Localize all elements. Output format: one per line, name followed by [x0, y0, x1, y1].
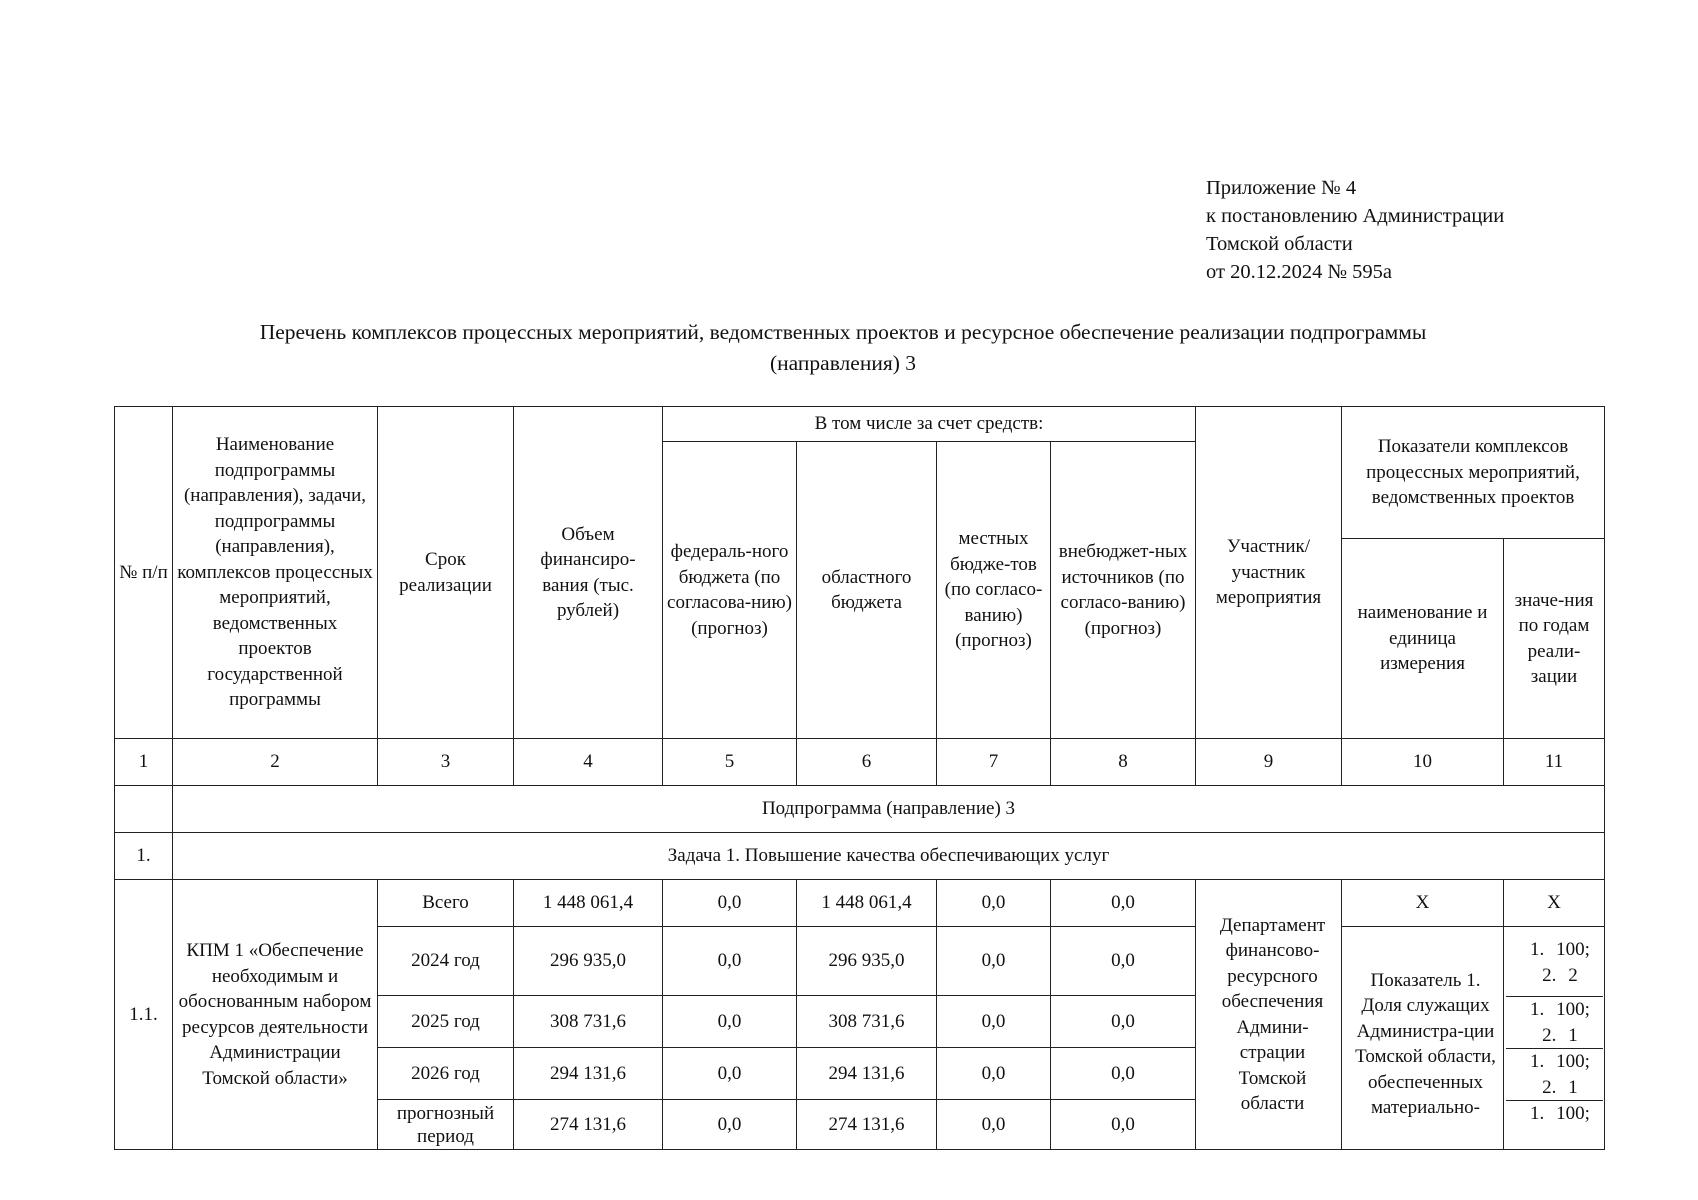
annex-line: Томской области	[1206, 233, 1353, 255]
header-ind-name: наименование и единица измерения	[1342, 539, 1504, 739]
kpm-federal: 0,0	[663, 1100, 797, 1150]
kpm-extra: 0,0	[1051, 1100, 1196, 1150]
value-line: 2. 1	[1542, 1076, 1578, 1098]
title-line: (направления) 3	[769, 351, 917, 375]
header-volume: Объем финансиро-вания (тыс. рублей)	[514, 407, 663, 739]
kpm-local: 0,0	[937, 880, 1051, 927]
header-term: Срок реализации	[378, 407, 514, 739]
kpm-local: 0,0	[937, 1048, 1051, 1100]
kpm-participant: Департамент финансово-ресурсного обеспечения Админи-страции Томской области	[1196, 880, 1342, 1150]
header-num: № п/п	[115, 407, 173, 739]
subprogram-label: Подпрограмма (направление) 3	[173, 786, 1605, 833]
kpm-extra: 0,0	[1051, 996, 1196, 1048]
col-number: 7	[937, 739, 1051, 786]
values-group-2026	[1508, 1049, 1600, 1100]
kpm-volume: 1 448 061,4	[514, 880, 663, 927]
kpm-local: 0,0	[937, 927, 1051, 996]
col-number: 6	[797, 739, 937, 786]
header-including: В том числе за счет средств:	[663, 407, 1196, 442]
subprogram-num	[115, 786, 173, 833]
value-line: 1. 100;	[1529, 939, 1590, 960]
annex-line: Приложение № 4	[1206, 177, 1357, 199]
kpm-regional: 274 131,6	[797, 1100, 937, 1150]
kpm-indicator-values	[1504, 927, 1605, 1150]
col-number: 3	[378, 739, 514, 786]
kpm-extra: 0,0	[1051, 1048, 1196, 1100]
value-line: 1. 100;	[1529, 999, 1590, 1020]
header-name: Наименование подпрограммы (направления), задачи, подпрограммы (направления), комплексов процессных мероприятий, ведомственных проектов государственной программы	[173, 407, 378, 739]
kpm-regional: 308 731,6	[797, 996, 937, 1048]
kpm-volume: 294 131,6	[514, 1048, 663, 1100]
kpm-regional: 296 935,0	[797, 927, 937, 996]
kpm-term: 2025 год	[378, 996, 514, 1048]
kpm-term: 2026 год	[378, 1048, 514, 1100]
value-line: 1. 100;	[1529, 1103, 1590, 1124]
col-number: 9	[1196, 739, 1342, 786]
kpm-extra: 0,0	[1051, 880, 1196, 927]
values-group-2025	[1508, 997, 1600, 1048]
kpm-term: Всего	[378, 880, 514, 927]
kpm-term: прогнозный период	[378, 1100, 514, 1150]
table-row	[115, 880, 1605, 927]
value-line: 2. 2	[1542, 964, 1578, 986]
annex-line: к постановлению Администрации	[1206, 205, 1505, 227]
kpm-volume: 296 935,0	[514, 927, 663, 996]
header-regional: областного бюджета	[797, 442, 937, 739]
header-extra: внебюджет-ных источников (по согласо-ванию) (прогноз)	[1051, 442, 1196, 739]
value-line: 2. 1	[1542, 1024, 1578, 1046]
header-indicators: Показатели комплексов процессных мероприятий, ведомственных проектов	[1342, 407, 1605, 539]
kpm-federal: 0,0	[663, 996, 797, 1048]
kpm-local: 0,0	[937, 996, 1051, 1048]
header-participant: Участник/ участник мероприятия	[1196, 407, 1342, 739]
kpm-indicator: Показатель 1. Доля служащих Администра-ции Томской области, обеспеченных материально-	[1342, 927, 1504, 1150]
kpm-federal: 0,0	[663, 927, 797, 996]
kpm-ind-value-total: Х	[1504, 880, 1605, 927]
kpm-name: КПМ 1 «Обеспечение необходимым и обоснованным набором ресурсов деятельности Администрации Томской области»	[173, 880, 378, 1150]
kpm-term: 2024 год	[378, 927, 514, 996]
values-group-2024	[1508, 927, 1600, 996]
kpm-ind-name-total: Х	[1342, 880, 1504, 927]
col-number: 8	[1051, 739, 1196, 786]
header-ind-values: значе-ния по годам реали-зации	[1504, 539, 1605, 739]
kpm-local: 0,0	[937, 1100, 1051, 1150]
annex-line: от 20.12.2024 № 595а	[1206, 261, 1392, 283]
kpm-extra: 0,0	[1051, 927, 1196, 996]
header-local: местных бюдже-тов (по согласо-ванию) (прогноз)	[937, 442, 1051, 739]
programs-table	[114, 406, 1605, 1150]
annex-block	[1206, 174, 1504, 286]
value-line: 1. 100;	[1529, 1051, 1590, 1072]
title-line: Перечень комплексов процессных мероприятий, ведомственных проектов и ресурсное обеспечение реализации подпрограммы	[259, 320, 1427, 344]
kpm-volume: 308 731,6	[514, 996, 663, 1048]
kpm-regional: 1 448 061,4	[797, 880, 937, 927]
kpm-volume: 274 131,6	[514, 1100, 663, 1150]
kpm-num: 1.1.	[115, 880, 173, 1150]
col-number: 2	[173, 739, 378, 786]
kpm-federal: 0,0	[663, 880, 797, 927]
col-number: 1	[115, 739, 173, 786]
col-number: 4	[514, 739, 663, 786]
document-title	[100, 317, 1586, 379]
kpm-federal: 0,0	[663, 1048, 797, 1100]
kpm-regional: 294 131,6	[797, 1048, 937, 1100]
col-number: 10	[1342, 739, 1504, 786]
task-num: 1.	[115, 833, 173, 880]
col-number: 5	[663, 739, 797, 786]
values-group-forecast	[1508, 1101, 1600, 1149]
col-number: 11	[1504, 739, 1605, 786]
task-label: Задача 1. Повышение качества обеспечивающих услуг	[173, 833, 1605, 880]
header-federal: федераль-ного бюджета (по согласова-нию) (прогноз)	[663, 442, 797, 739]
